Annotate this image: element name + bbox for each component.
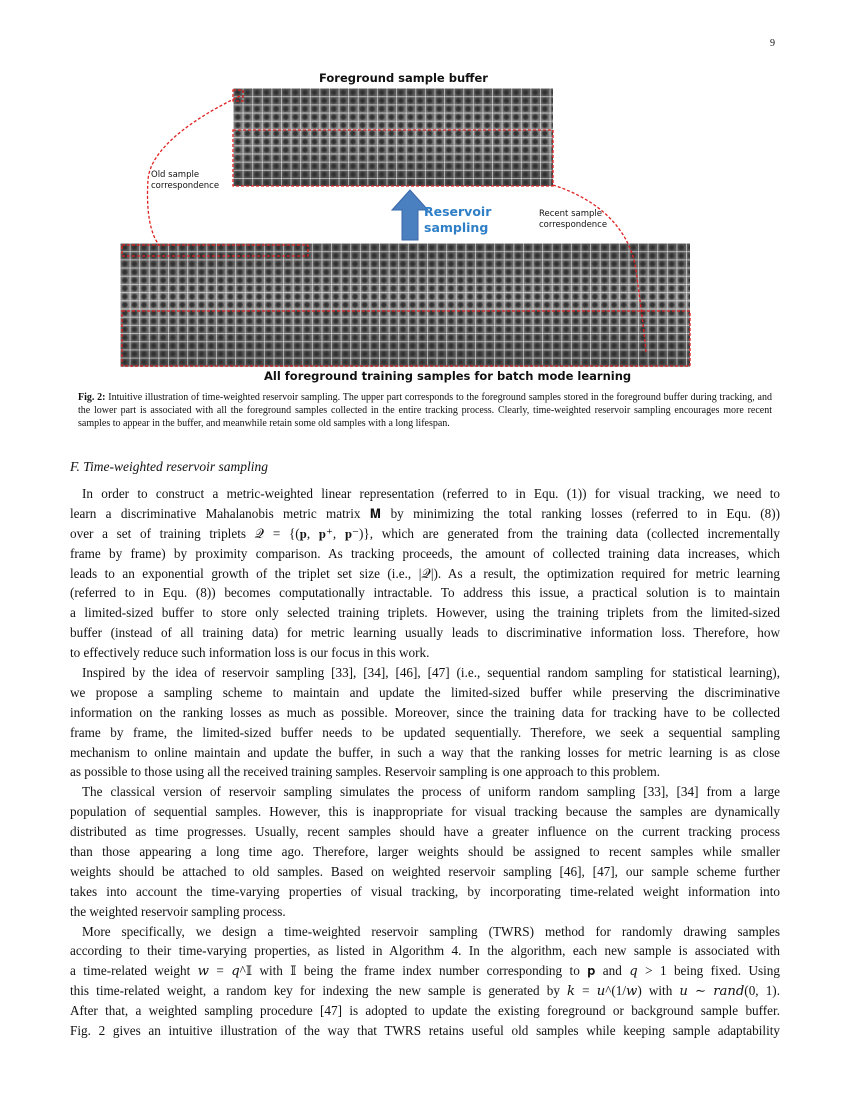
page-number: 9 bbox=[770, 38, 775, 49]
text-line: over a set of training triplets 𝒬 = {(𝐩, 𝐩⁺, 𝐩⁻)}, which are generated from the training data (collected incrementally bbox=[70, 525, 780, 541]
text-line: takes into account the time-varying properties of visual tracking, by incorporating time-related weight information into bbox=[70, 883, 780, 899]
section-heading: F. Time-weighted reservoir sampling bbox=[70, 459, 268, 474]
caption-prefix: Fig. 2: bbox=[78, 392, 106, 403]
text-line: frame by frame) by proximity comparison. As tracking proceeds, the amount of collected training data increases, which bbox=[70, 545, 780, 561]
text-line: a time-related weight 𝑤 = 𝑞^𝕀 with 𝕀 being the frame index number corresponding to 𝐩 and 𝑞 > 1 being fixed. Using bbox=[70, 963, 780, 979]
old-sample-label: Old sample correspondence bbox=[151, 170, 220, 191]
text-line: according to their time-varying properties, as listed in Algorithm 4. In the algorithm, each new sample is associated with bbox=[70, 943, 780, 959]
text-line: After that, a weighted sampling procedure [47] is adopted to update the existing foreground or background sample buffer. bbox=[70, 1003, 780, 1019]
text-line: (referred to in Equ. (8)) becomes computationally intractable. To address this issue, a practical solution is to maintain bbox=[70, 585, 780, 601]
text-line: frame by frame, the limited-sized buffer needs to be updated sequentially. Therefore, we seek a sequential sampling bbox=[70, 724, 780, 740]
text-line: buffer (instead of all training data) for metric learning usually leads to discriminative information loss. Therefore, how bbox=[70, 625, 780, 641]
old-samples-box-bottom bbox=[122, 245, 308, 256]
text-line: this time-related weight, a random key for indexing the new sample is generated by 𝑘 = 𝑢^(1/𝑤) with 𝑢 ∼ 𝑟𝑎𝑛𝑑(0, 1). bbox=[70, 983, 780, 999]
caption-text: Intuitive illustration of time-weighted reservoir sampling. The upper part corresponds to the foreground samples stored in the foreground buffer during tracking, and the lower part is associated with all the foreground samples collected in the entire tracking process. Clearly, time-weighted reservoir sampling encourages more recent samples to appear in the buffer, and meanwhile retain some old samples with a long lifespan. bbox=[78, 392, 772, 429]
text-line: More specifically, we design a time-weighted reservoir sampling (TWRS) method for randomly drawing samples bbox=[82, 923, 780, 939]
text-line: than those appearing a long time ago. Therefore, larger weights should be assigned to recent samples while smaller bbox=[70, 844, 780, 860]
text-line: information on the ranking losses as much as possible. Moreover, since the training data for tracking have to be collected bbox=[70, 704, 780, 720]
arrow-up-icon bbox=[392, 190, 428, 240]
text-line: Inspired by the idea of reservoir sampling [33], [34], [46], [47] (i.e., sequential random sampling for statistical learning), bbox=[82, 665, 780, 681]
text-line: In order to construct a metric-weighted linear representation (referred to in Equ. (1)) for visual tracking, we need to bbox=[82, 486, 780, 501]
recent-samples-box-bottom bbox=[122, 311, 690, 366]
reservoir-sampling-label: Reservoir sampling bbox=[424, 204, 492, 235]
paragraph bbox=[70, 782, 780, 921]
text-line: weights should be attached to old samples. Based on weighted reservoir sampling [46], [47], our sample scheme further bbox=[70, 863, 780, 879]
text-line: we propose a sampling scheme to maintain and update the limited-sized buffer while preserving the discriminative bbox=[70, 684, 780, 700]
text-line: The classical version of reservoir sampling simulates the process of uniform random sampling [33], [34] from a large bbox=[82, 784, 780, 800]
text-line: population of sequential samples. However, this is inappropriate for visual tracking because the samples are dynamically bbox=[70, 804, 780, 820]
paragraph bbox=[70, 484, 780, 663]
text-line: to effectively reduce such information loss is our focus in this work. bbox=[70, 645, 430, 661]
text-line: mechanism to online maintain and update the buffer, in such a way that the ranking losses for metric learning is as close bbox=[70, 744, 780, 760]
text-line: a limited-sized buffer to store only selected training triplets. However, using the training triplets from the limited-sized bbox=[70, 605, 780, 621]
text-line: Fig. 2 gives an intuitive illustration of the way that TWRS retains useful old samples while keeping sample adaptability bbox=[70, 1023, 780, 1039]
body-text bbox=[70, 484, 780, 1041]
recent-samples-box-top bbox=[233, 130, 553, 186]
text-line: learn a discriminative Mahalanobis metric matrix 𝐌 by minimizing the total ranking losses (referred to in Equ. (8)) bbox=[70, 505, 780, 521]
recent-sample-label: Recent sample correspondence bbox=[539, 209, 608, 230]
figure-top-label: Foreground sample buffer bbox=[319, 71, 488, 85]
paragraph bbox=[70, 922, 780, 1041]
paragraph bbox=[70, 663, 780, 782]
text-line: the weighted reservoir sampling process. bbox=[70, 903, 286, 919]
text-line: as possible to those using all the received training samples. Reservoir sampling is one approach to this problem. bbox=[70, 764, 661, 780]
figure-caption bbox=[78, 392, 772, 430]
text-line: distributed as time progresses. Usually, recent samples should have a greater influence on the current tracking process bbox=[70, 824, 780, 840]
text-line: leads to an exponential growth of the triplet set size (i.e., |𝒬|). As a result, the optimization required for metric learning bbox=[70, 565, 780, 581]
figure-bottom-label: All foreground training samples for batch mode learning bbox=[264, 369, 632, 383]
figure-annotations bbox=[0, 0, 850, 400]
